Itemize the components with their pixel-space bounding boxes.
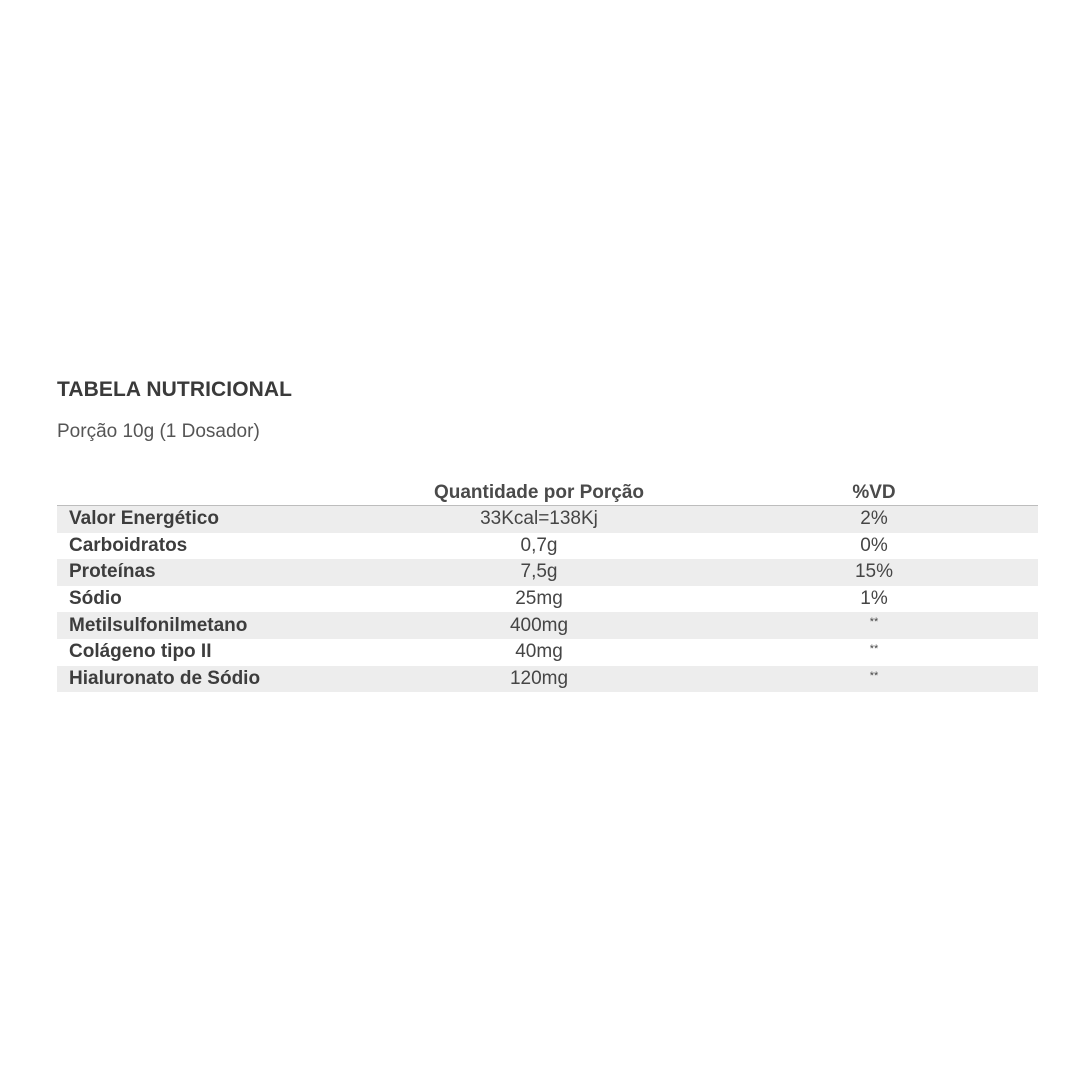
nutrient-quantity: 25mg	[515, 588, 563, 610]
nutrient-name: Metilsulfonilmetano	[69, 614, 248, 636]
nutrient-vd: 15%	[854, 561, 894, 583]
nutrient-quantity: 7,5g	[520, 561, 558, 583]
nutrient-vd: **	[869, 669, 879, 682]
nutrient-name: Hialuronato de Sódio	[69, 667, 261, 689]
nutrient-name: Valor Energético	[69, 508, 219, 530]
table-row	[57, 639, 1038, 666]
nutrient-quantity: 120mg	[509, 667, 569, 689]
nutrient-name: Proteínas	[69, 561, 156, 583]
nutrient-vd: 1%	[860, 588, 888, 610]
table-title: TABELA NUTRICIONAL	[57, 378, 293, 401]
header-vd: %VD	[852, 481, 896, 503]
table-row	[57, 586, 1038, 613]
nutrient-name: Sódio	[69, 588, 122, 610]
nutrient-vd: **	[869, 616, 879, 629]
nutrition-table	[57, 480, 1038, 692]
nutrient-vd: 0%	[860, 534, 888, 556]
nutrient-name: Colágeno tipo II	[69, 641, 212, 663]
nutrient-quantity: 400mg	[509, 614, 569, 636]
portion-size: Porção 10g (1 Dosador)	[57, 421, 260, 442]
header-quantity: Quantidade por Porção	[433, 481, 645, 503]
table-row	[57, 666, 1038, 693]
table-row	[57, 506, 1038, 533]
table-header	[57, 480, 1038, 506]
nutrient-vd: 2%	[860, 508, 888, 530]
nutrient-vd: **	[869, 643, 879, 656]
table-row	[57, 559, 1038, 586]
table-row	[57, 533, 1038, 560]
table-row	[57, 612, 1038, 639]
nutrient-quantity: 0,7g	[520, 534, 558, 556]
nutrient-quantity: 40mg	[515, 641, 563, 663]
nutrient-quantity: 33Kcal=138Kj	[480, 508, 598, 530]
nutrient-name: Carboidratos	[69, 534, 188, 556]
